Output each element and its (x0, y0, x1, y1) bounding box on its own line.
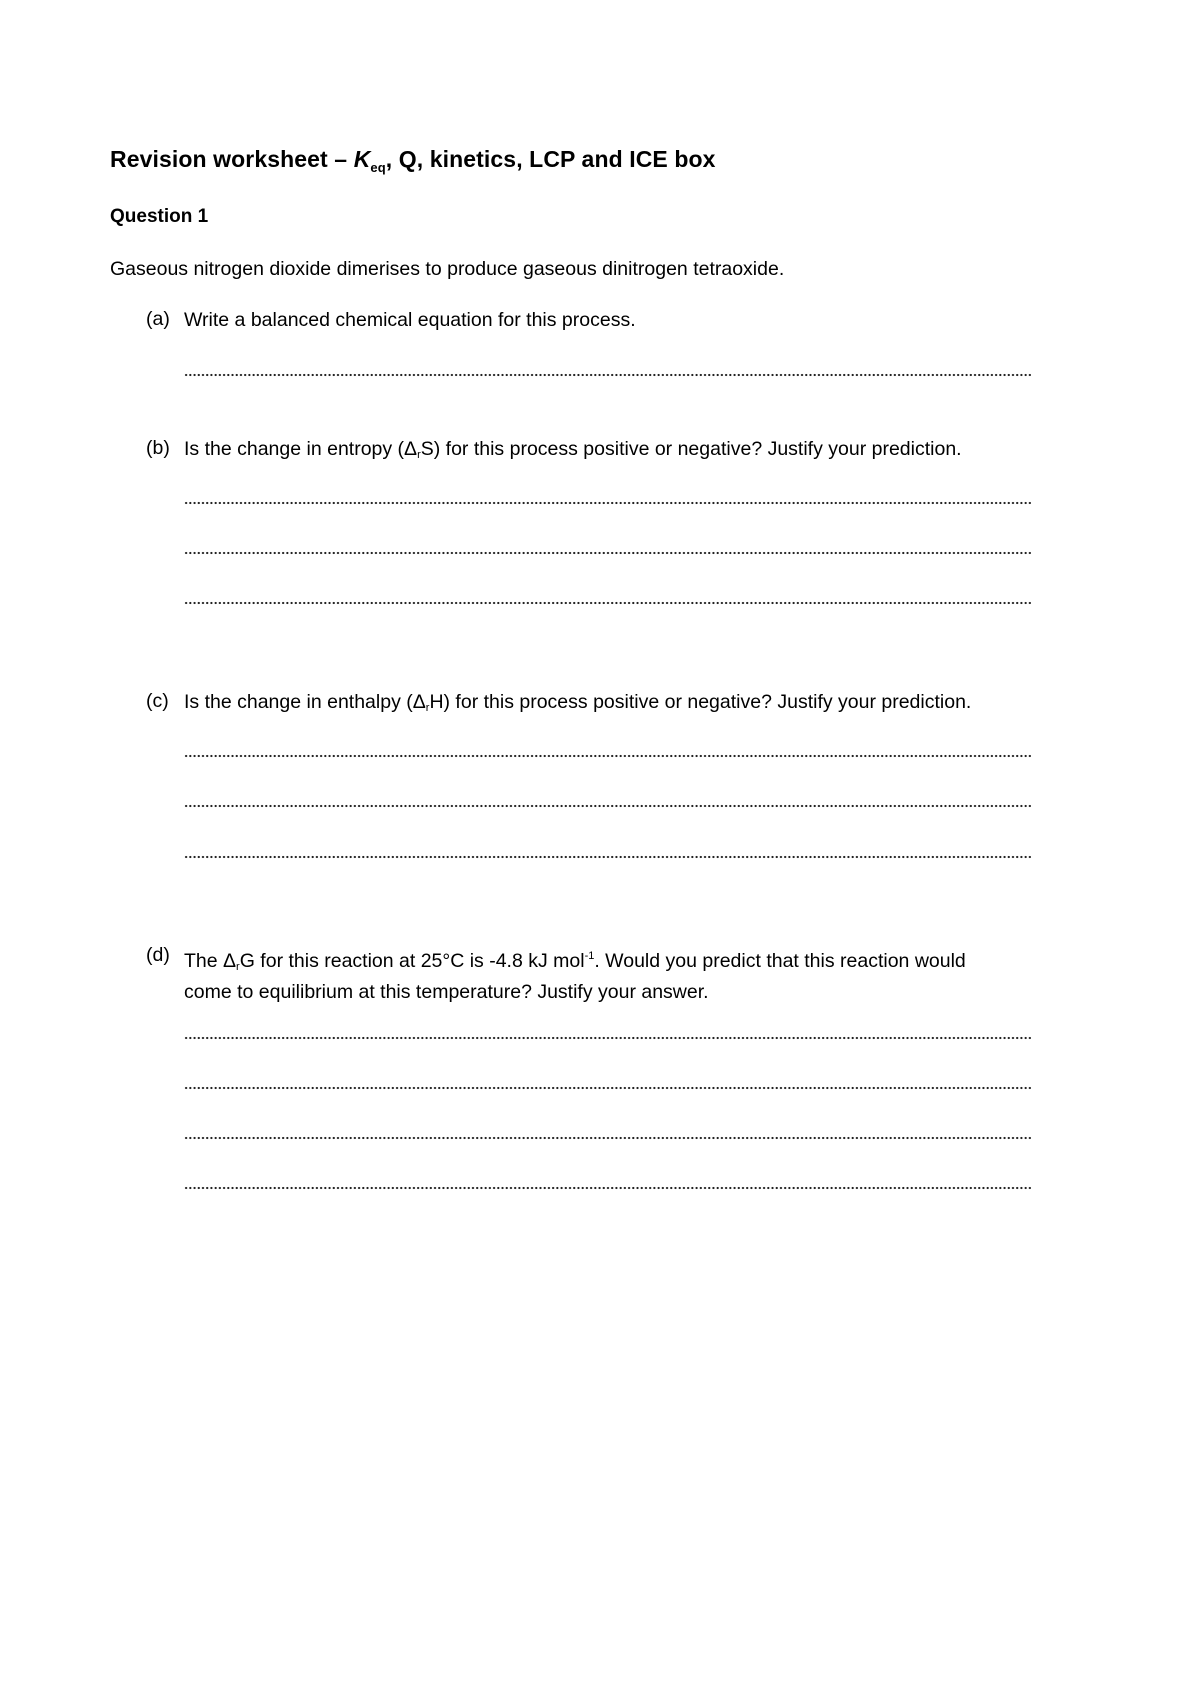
part-d-question (184, 944, 966, 1005)
part-d-subscript: r (236, 961, 240, 973)
part-d-text-line2: come to equilibrium at this temperature? Justify your answer. (184, 981, 709, 1003)
question-intro: Gaseous nitrogen dioxide dimerises to produce gaseous dinitrogen tetraoxide. (110, 258, 785, 280)
part-b-text-before: Is the change in entropy (Δ (184, 438, 418, 460)
answer-line-b-2[interactable] (184, 551, 1031, 555)
part-d-superscript: -1 (584, 950, 595, 962)
answer-line-d-1[interactable] (184, 1036, 1031, 1040)
part-c-label: (c) (146, 690, 169, 712)
answer-line-d-3[interactable] (184, 1136, 1031, 1140)
question-heading: Question 1 (110, 206, 209, 227)
part-b-subscript: r (417, 449, 421, 461)
answer-line-b-1[interactable] (184, 501, 1031, 505)
part-c-subscript: r (425, 702, 430, 714)
part-b-text-after: S) for this process positive or negative? Justify your prediction. (420, 438, 962, 460)
answer-line-c-2[interactable] (184, 804, 1031, 808)
title-suffix: , Q, kinetics, LCP and ICE box (385, 146, 716, 172)
part-a-question: Write a balanced chemical equation for this process. (184, 309, 636, 331)
part-c-text-before: Is the change in enthalpy (Δ (184, 691, 426, 713)
title-k-subscript: eq (370, 160, 386, 175)
title-k-symbol: K (353, 146, 371, 172)
part-d-text-before: The Δ (184, 950, 237, 972)
answer-line-b-3[interactable] (184, 601, 1031, 605)
answer-line-c-1[interactable] (184, 754, 1031, 758)
part-c-question (184, 690, 971, 721)
title-prefix: Revision worksheet – (110, 146, 354, 172)
page-title (110, 146, 716, 175)
part-d-text-after: . Would you predict that this reaction would (594, 950, 966, 972)
part-b-label: (b) (146, 437, 170, 459)
part-c-text-after: H) for this process positive or negative? Justify your prediction. (429, 691, 972, 713)
part-a (146, 308, 636, 331)
answer-line-d-2[interactable] (184, 1086, 1031, 1090)
answer-line-a-1[interactable] (184, 373, 1031, 377)
answer-line-c-3[interactable] (184, 855, 1031, 859)
answer-line-d-4[interactable] (184, 1186, 1031, 1190)
part-d-label: (d) (146, 944, 170, 966)
part-d-text-mid: G for this reaction at 25°C is -4.8 kJ mol (239, 950, 585, 972)
part-a-label: (a) (146, 308, 170, 330)
part-b-question (184, 437, 962, 468)
